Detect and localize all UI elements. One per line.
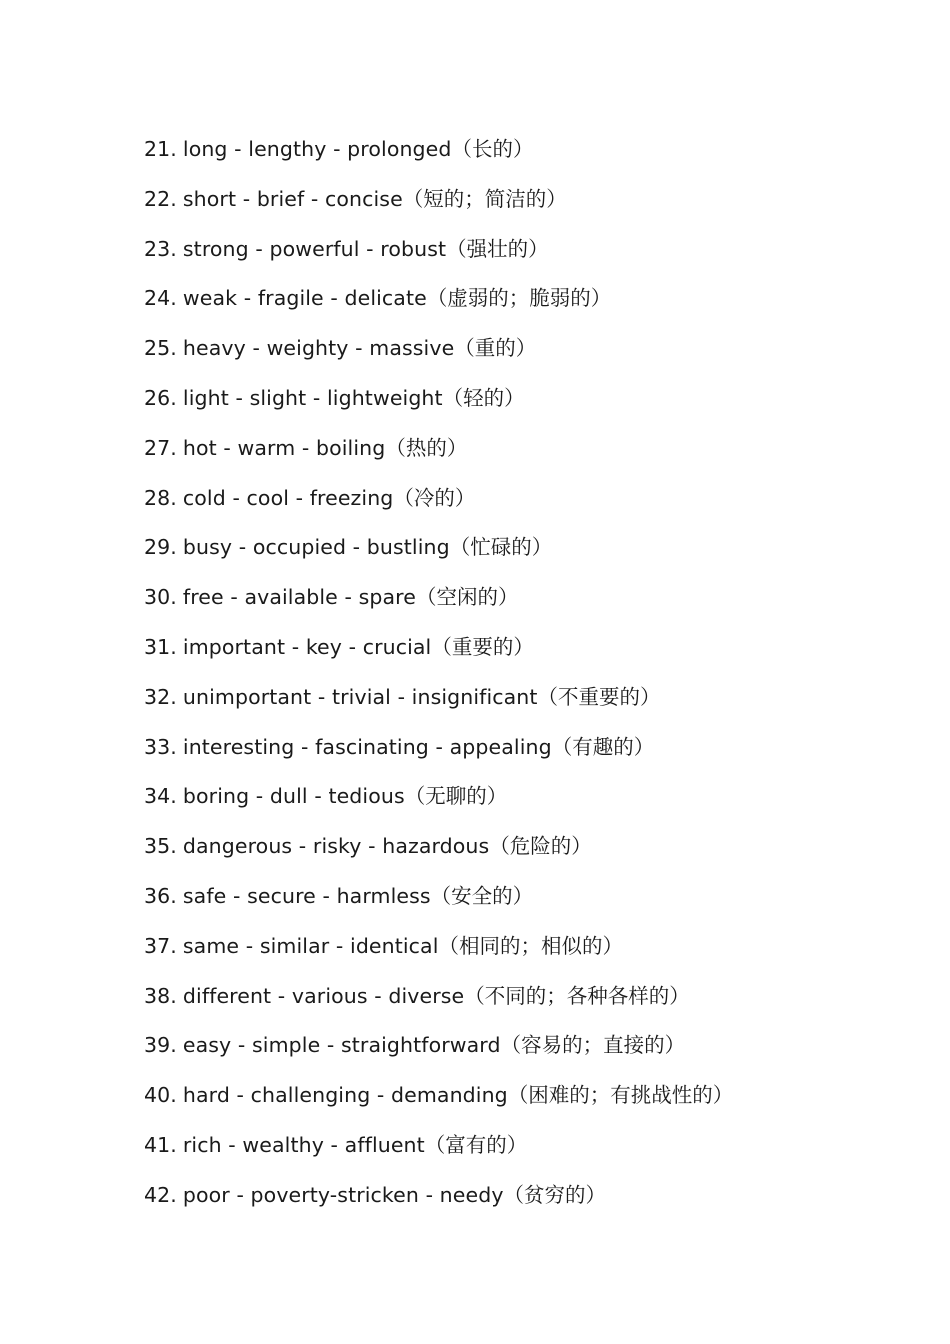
item-words: safe - secure - harmless xyxy=(182,883,431,908)
item-meaning: （长的） xyxy=(451,137,534,161)
item-number: 38. xyxy=(144,983,177,1008)
item-meaning: （安全的） xyxy=(430,883,534,908)
item-number: 41. xyxy=(144,1132,177,1157)
item-words: easy - simple - straightforward xyxy=(182,1033,501,1058)
item-number: 27. xyxy=(144,435,177,460)
list-item xyxy=(144,134,733,184)
item-meaning: （冷的） xyxy=(393,485,476,510)
item-number: 29. xyxy=(144,535,177,560)
item-meaning: （重的） xyxy=(454,336,537,361)
item-meaning: （危险的） xyxy=(489,834,592,859)
item-number: 40. xyxy=(144,1083,177,1108)
list-item xyxy=(144,1080,733,1130)
item-meaning: （轻的） xyxy=(442,385,525,410)
list-item xyxy=(144,831,733,881)
item-number: 34. xyxy=(144,784,177,809)
list-item xyxy=(144,234,733,284)
item-number: 42. xyxy=(144,1182,177,1207)
item-meaning: （忙碌的） xyxy=(449,535,553,560)
item-words: light - slight - lightweight xyxy=(182,385,443,410)
item-number: 28. xyxy=(144,485,177,510)
item-words: dangerous - risky - hazardous xyxy=(182,834,490,859)
item-meaning: （容易的；直接的） xyxy=(500,1033,686,1058)
item-words: rich - wealthy - affluent xyxy=(182,1132,425,1157)
list-item xyxy=(144,781,733,831)
item-words: unimportant - trivial - insignificant xyxy=(182,684,538,709)
item-number: 36. xyxy=(144,883,177,908)
list-item xyxy=(144,931,733,981)
list-item xyxy=(144,333,733,383)
list-item xyxy=(144,433,733,483)
list-item xyxy=(144,881,733,931)
item-number: 24. xyxy=(144,286,177,311)
list-item xyxy=(144,383,733,433)
list-item xyxy=(144,981,733,1031)
list-item xyxy=(144,632,733,682)
item-number: 23. xyxy=(144,236,177,261)
item-number: 35. xyxy=(144,834,177,859)
item-words: cold - cool - freezing xyxy=(182,485,394,510)
item-meaning: （重要的） xyxy=(431,634,534,659)
list-item xyxy=(144,283,733,333)
item-number: 31. xyxy=(144,634,177,659)
item-meaning: （有趣的） xyxy=(551,734,655,759)
item-words: busy - occupied - bustling xyxy=(182,535,450,560)
item-meaning: （强壮的） xyxy=(446,236,549,261)
item-words: same - similar - identical xyxy=(182,933,439,958)
item-words: free - available - spare xyxy=(182,585,416,610)
item-words: heavy - weighty - massive xyxy=(182,336,455,361)
item-meaning: （贫穷的） xyxy=(503,1182,607,1207)
item-words: different - various - diverse xyxy=(182,983,465,1008)
item-words: important - key - crucial xyxy=(182,634,432,659)
item-words: long - lengthy - prolonged xyxy=(182,137,452,161)
list-item xyxy=(144,1130,733,1180)
list-item xyxy=(144,532,733,582)
list-item xyxy=(144,1180,733,1230)
item-meaning: （无聊的） xyxy=(404,784,508,809)
item-meaning: （短的；简洁的） xyxy=(402,186,567,211)
list-item xyxy=(144,682,733,732)
list-item xyxy=(144,483,733,533)
item-meaning: （困难的；有挑战性的） xyxy=(507,1083,734,1108)
item-meaning: （不同的；各种各样的） xyxy=(464,983,690,1008)
item-number: 21. xyxy=(144,137,177,161)
item-meaning: （富有的） xyxy=(424,1132,528,1157)
item-words: hard - challenging - demanding xyxy=(182,1083,508,1108)
item-words: poor - poverty-stricken - needy xyxy=(182,1182,504,1207)
item-words: interesting - fascinating - appealing xyxy=(182,734,552,759)
item-words: weak - fragile - delicate xyxy=(182,286,427,311)
item-meaning: （空闲的） xyxy=(415,585,519,610)
list-item xyxy=(144,184,733,234)
item-number: 33. xyxy=(144,734,177,759)
item-number: 22. xyxy=(144,186,177,211)
item-meaning: （虚弱的；脆弱的） xyxy=(426,286,612,311)
item-number: 26. xyxy=(144,385,177,410)
item-words: hot - warm - boiling xyxy=(182,435,386,460)
item-number: 39. xyxy=(144,1033,177,1058)
item-words: strong - powerful - robust xyxy=(182,236,447,261)
item-words: boring - dull - tedious xyxy=(182,784,405,809)
item-meaning: （相同的；相似的） xyxy=(438,933,623,958)
synonym-list xyxy=(144,134,733,1230)
list-item xyxy=(144,732,733,782)
item-number: 25. xyxy=(144,336,177,361)
item-number: 37. xyxy=(144,933,177,958)
item-meaning: （热的） xyxy=(385,435,468,460)
item-words: short - brief - concise xyxy=(182,186,403,211)
item-meaning: （不重要的） xyxy=(537,684,661,709)
list-item xyxy=(144,582,733,632)
item-number: 30. xyxy=(144,585,177,610)
item-number: 32. xyxy=(144,684,177,709)
list-item xyxy=(144,1030,733,1080)
